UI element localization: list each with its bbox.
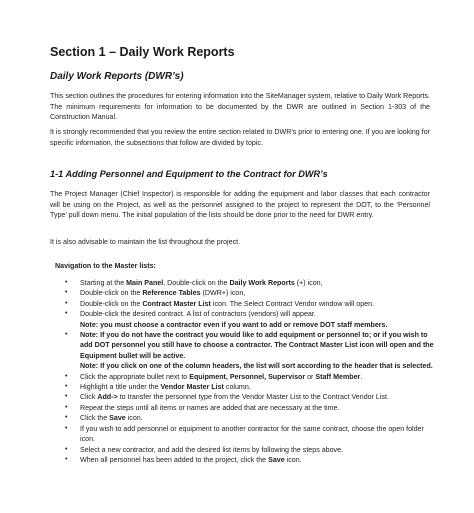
bullet-icon: •: [65, 424, 68, 432]
list-item: • Note: If you do not have the contract you would like to add equipment or personnel to; or if you wish to add DOT personnel you still have to choose a contractor. The Contract Master List icon will open and the Equipment bullet will be active. Note: If you click on one of the column headers, the list will sort according to the header that is selected.: [65, 331, 434, 371]
bullet-icon: •: [65, 299, 68, 307]
bullet-icon: •: [65, 331, 68, 339]
list-item: • When all personnel has been added to the project, click the Save icon.: [65, 455, 302, 464]
bullet-icon: •: [65, 403, 68, 411]
note-text: Note: you must choose a contractor even if you want to add or remove DOT staff members.: [80, 320, 388, 329]
note-text: Note: If you click on one of the column headers, the list will sort according to the header that is selected.: [80, 362, 433, 371]
bullet-icon: •: [65, 279, 68, 286]
subsection-heading-1-1: 1-1 Adding Personnel and Equipment to the Contract for DWR’s: [50, 169, 328, 179]
list-item: • Double-click on the Reference Tables (DWR+) icon,: [65, 289, 246, 298]
bullet-icon: •: [65, 455, 68, 463]
list-item: • Starting at the Main Panel, Double-click on the Daily Work Reports (+) icon,: [65, 279, 323, 287]
list-item: • Click the Save icon.: [65, 414, 143, 423]
list-item: • Repeat the steps until all items or names are added that are necessary at the time.: [65, 403, 340, 412]
subsection-title: Daily Work Reports (DWR’s): [50, 71, 184, 82]
section-title: Section 1 – Daily Work Reports: [50, 45, 235, 59]
bullet-icon: •: [65, 383, 68, 391]
navigation-heading: Navigation to the Master lists:: [55, 262, 156, 270]
recommendation-paragraph: It is strongly recommended that you review the entire section related to DWR’s prior to entering one. If you are looking for specific information, the subsections that follow are divided by topic.: [50, 128, 430, 147]
bullet-icon: •: [65, 393, 68, 401]
list-item: • Click Add-> to transfer the personnel type from the Vendor Master List to the Contract Vendor List.: [65, 393, 389, 402]
bullet-icon: •: [65, 445, 68, 453]
bullet-icon: •: [65, 372, 68, 380]
list-item: • Select a new contractor, and add the desired list items by following the steps above.: [65, 445, 344, 454]
bullet-icon: •: [65, 310, 68, 318]
responsibility-paragraph: The Project Manager (Chief Inspector) is responsible for adding the equipment and labor classes that each contractor will be using on the Project, as well as the personnel assigned to the project to represent the DOT, to the ‘Personnel Type’ pull down menu. The initial population of the lists should be done prior to the need for DWR entry.: [50, 190, 430, 220]
list-item: • Highlight a title under the Vendor Master List column.: [65, 383, 251, 392]
navigation-steps-list: [65, 278, 435, 465]
bullet-icon: •: [65, 289, 68, 297]
list-item: • Click the appropriate bullet next to Equipment, Personnel, Supervisor or Staff Member.: [65, 372, 363, 381]
maintenance-paragraph: It is also advisable to maintain the list throughout the project.: [50, 238, 241, 246]
list-item: • If you wish to add personnel or equipment to another contractor for the same contract, choose the open folder icon.: [65, 424, 424, 444]
intro-paragraph: This section outlines the procedures for entering information into the SiteManager system, relative to Daily Work Reports. The minimum requirements for information to be documented by the DWR are outlined in Section 1-303 of the Construction Manual.: [50, 92, 430, 122]
list-item: • Double-click the desired contract. A list of contractors (vendors) will appear. Note: you must choose a contractor even if you want to add or remove DOT staff members.: [65, 309, 435, 330]
bullet-icon: •: [65, 414, 68, 422]
list-item: • Double-click on the Contract Master List icon. The Select Contract Vendor window will open.: [65, 299, 375, 308]
